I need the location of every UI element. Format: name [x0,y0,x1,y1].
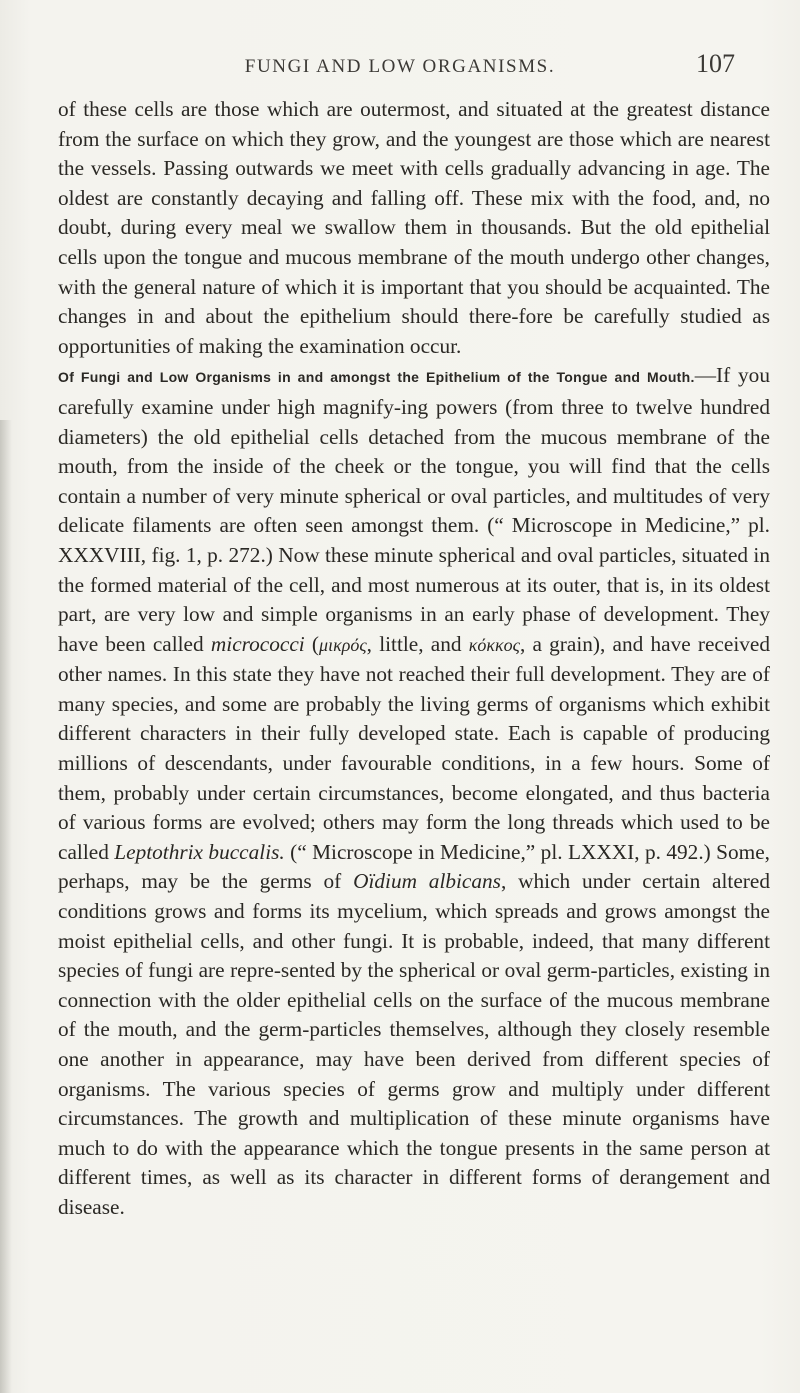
page-number: 107 [696,49,735,78]
text-run: , which under certain altered conditions grows and forms its mycelium, which spreads and grows amongst the moist epithelial cells, and other fungi. It is probable, indeed, that many different species of fungi are repre-sented by the spherical or oval germ-particles, existing in connection with the older epithelial cells on the surface of the mucous membrane of the mouth, and the germ-particles themselves, although they closely resemble one another in appearance, may have been derived from different species of organisms. The various species of germs grow and multiply under different circumstances. The growth and multiplication of these minute organisms have much to do with the appearance which the tongue presents in the same person at different times, as well as its character in different forms of derangement and disease. [58,869,770,1219]
paragraph-fungi [58,361,770,1222]
section-heading: Of Fungi and Low Organisms in and amongst the Epithelium of the Tongue and Mouth. [58,369,695,386]
running-head: FUNGI AND LOW ORGANISMS. [244,56,556,77]
body-text [58,95,770,1223]
binding-shadow [0,420,12,1393]
term-oidium: Oïdium albicans [353,869,501,894]
text-run: , little, and [366,631,469,656]
greek-word-kokkos: κόκκος [468,634,520,655]
text-run: , a grain), and have received other names. In this state they have not reached their full development. They are of many species, and some are probably the living germs of organisms which exhibit different characters in their fully developed state. Each is capable of producing millions of descendants, under favourable conditions, in a few hours. Some of them, probably under certain circumstances, become elongated, and thus bacteria of various forms are evolved; others may form the long threads which used to be called [58,631,771,864]
paragraph-continuation: of these cells are those which are outermost, and situated at the greatest distance from the surface on which they grow, and the youngest are those which are nearest the vessels. Passing outwards we meet with cells gradually advancing in age. The oldest are constantly decaying and falling off. These mix with the food, and, no doubt, during every meal we swallow them in thousands. But the old epithelial cells upon the tongue and mucous membrane of the mouth undergo other changes, with the general nature of which it is important that you should be acquainted. The changes in and about the epithelium should there-fore be carefully studied as opportunities of making the examination occur. [58,97,770,358]
text-run: ( [304,631,320,656]
term-leptothrix: Leptothrix buccalis. [114,839,285,864]
greek-word-mikros: μικρός [319,634,367,655]
text-run: (“ Microscope in Medicine,” pl. LXXXI, p. 492.) Some, perhaps, may be the germs of [58,839,770,894]
term-micrococci: micrococci [210,631,305,656]
text-run: —If you carefully examine under high magnify-ing powers (from three to twelve hundred diameters) the old epithelial cells detached from the mucous membrane of the mouth, from the inside of the cheek or the tongue, you will find that the cells contain a number of very minute spherical or oval particles, and multitudes of very delicate filaments are often seen amongst them. (“ Microscope in Medicine,” pl. XXXVIII, fig. 1, p. 272.) Now these minute spherical and oval particles, situated in the formed material of the cell, and most numerous at its outer, that is, in its oldest part, are very low and simple organisms in an early phase of development. They have been called [58,363,770,656]
